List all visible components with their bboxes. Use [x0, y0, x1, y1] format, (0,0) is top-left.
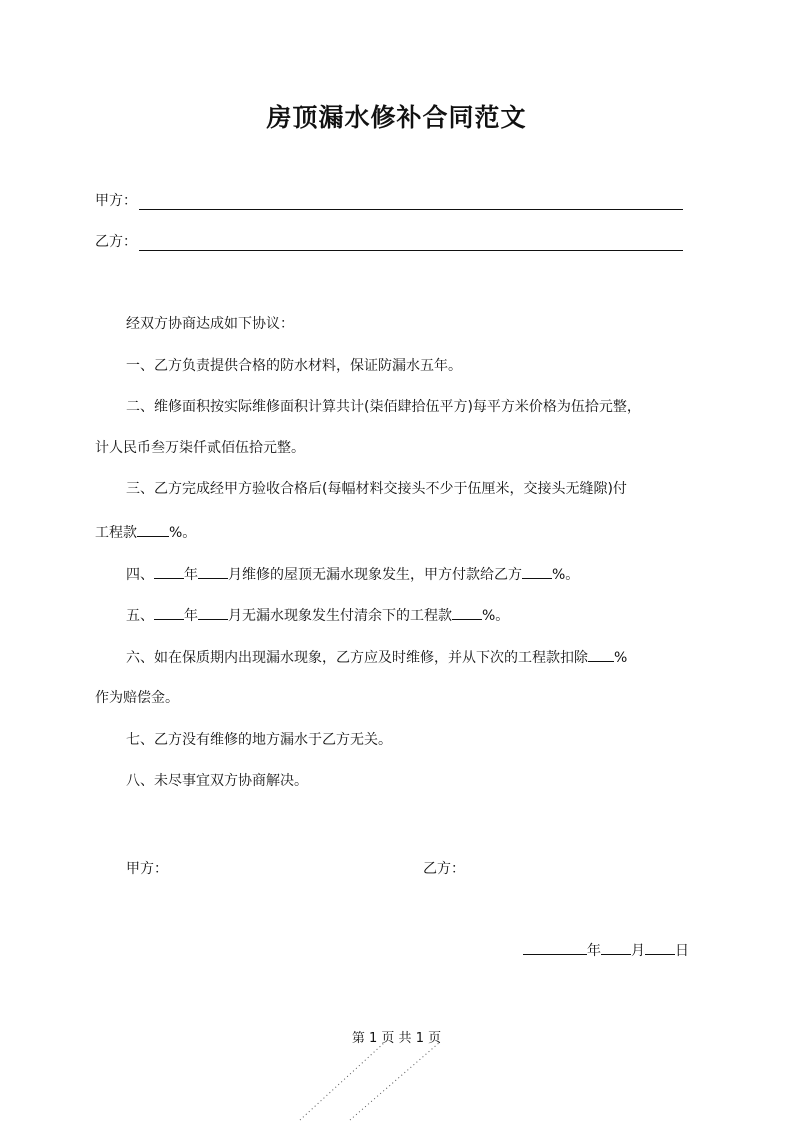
- clause-4-year: 年: [184, 567, 198, 583]
- party-a-line: [95, 190, 683, 210]
- clause-4: [126, 564, 579, 584]
- party-a-label: 甲方：: [95, 193, 137, 209]
- clause-3-blank: [137, 522, 169, 537]
- clause-5-year: 年: [184, 608, 198, 624]
- date-year: 年: [587, 943, 601, 959]
- clause-6-blank: [588, 647, 614, 662]
- clause-4-percent-blank: [522, 564, 552, 579]
- party-b-line: [95, 231, 683, 251]
- date-year-blank: [523, 940, 587, 955]
- clause-8: 八、未尽事宜双方协商解决。: [126, 773, 308, 789]
- clause-4-year-blank: [154, 564, 184, 579]
- intro-text: 经双方协商达成如下协议：: [126, 316, 294, 332]
- date-month-blank: [601, 940, 631, 955]
- date-day-blank: [645, 940, 675, 955]
- clause-5-month-blank: [198, 605, 228, 620]
- clause-3-line-1: 三、乙方完成经甲方验收合格后(每幅材料交接头不少于伍厘米，交接头无缝隙)付: [126, 481, 627, 497]
- clause-6-suffix: %: [614, 650, 628, 666]
- clause-6-line-1: [126, 647, 627, 667]
- clause-5-year-blank: [154, 605, 184, 620]
- date-month: 月: [631, 943, 645, 959]
- clause-1: 一、乙方负责提供合格的防水材料，保证防漏水五年。: [126, 358, 462, 374]
- clause-5-percent-blank: [452, 605, 482, 620]
- document-title: 房顶漏水修补合同范文: [266, 103, 527, 132]
- clause-2-line-1: 二、维修面积按实际维修面积计算共计(柒佰肆拾伍平方)每平方米价格为伍拾元整，: [126, 399, 641, 415]
- dotted-decoration-icon: [290, 1040, 470, 1122]
- clause-5-suffix: %。: [482, 608, 510, 624]
- clause-4-suffix: %。: [552, 567, 580, 583]
- clause-6-text: 六、如在保质期内出现漏水现象，乙方应及时维修，并从下次的工程款扣除: [126, 650, 588, 666]
- clause-5-prefix: 五、: [126, 608, 154, 624]
- date-line: [523, 940, 689, 960]
- date-day: 日: [675, 943, 689, 959]
- clause-4-month-blank: [198, 564, 228, 579]
- page-footer: 第 1 页 共 1 页: [351, 1031, 442, 1046]
- clause-4-prefix: 四、: [126, 567, 154, 583]
- clause-3-line-2: [95, 522, 196, 542]
- clause-2-line-2: 计人民币叁万柒仟贰佰伍拾元整。: [95, 440, 305, 456]
- party-a-blank: [139, 195, 683, 210]
- clause-3-prefix: 工程款: [95, 525, 137, 541]
- signature-party-a: 甲方：: [126, 861, 168, 877]
- clause-5-middle: 月无漏水现象发生付清余下的工程款: [228, 608, 452, 624]
- clause-6-line-2: 作为赔偿金。: [95, 690, 179, 706]
- clause-7: 七、乙方没有维修的地方漏水于乙方无关。: [126, 732, 392, 748]
- clause-5: [126, 605, 509, 625]
- party-b-label: 乙方：: [95, 234, 137, 250]
- signature-party-b: 乙方：: [423, 861, 465, 877]
- clause-4-middle: 月维修的屋顶无漏水现象发生，甲方付款给乙方: [228, 567, 522, 583]
- party-b-blank: [139, 236, 683, 251]
- clause-3-suffix: %。: [169, 525, 197, 541]
